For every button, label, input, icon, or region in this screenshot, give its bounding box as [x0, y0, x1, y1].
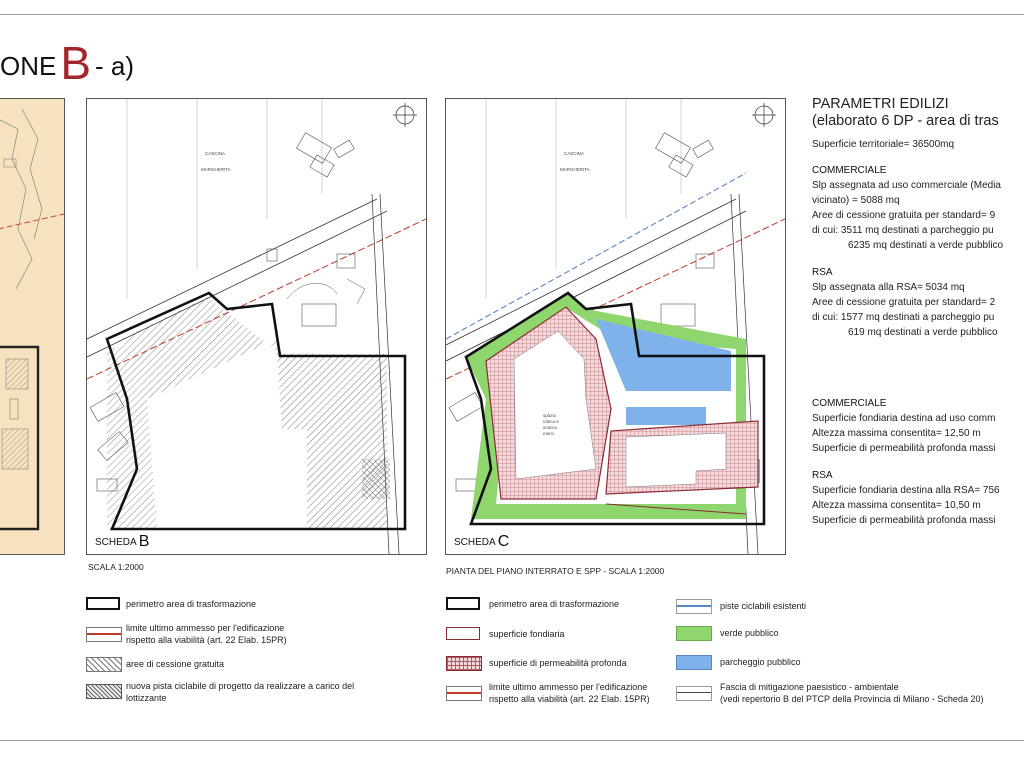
page-title	[0, 36, 134, 90]
params-rsa1-l1: Slp assegnata alla RSA= 5034 mq	[812, 282, 965, 293]
params-comm2-l2: Altezza massima consentita= 12,50 m	[812, 428, 981, 439]
scheda-c-text: SCHEDA	[454, 537, 496, 548]
legend-fondiaria-label: superficie fondiaria	[489, 629, 565, 639]
legend-limite-label-2: rispetto alla viabilità (art. 22 Elab. 15PR)	[126, 635, 287, 645]
map-b-margherita: MARGHERITA	[201, 167, 231, 172]
params-title-2: (elaborato 6 DP - area di tras	[812, 113, 999, 129]
scheda-b-text: SCHEDA	[95, 537, 137, 548]
map-c-spazio-1: spazio	[543, 413, 557, 418]
legend-limite-label-1: limite ultimo ammesso per l'edificazione	[126, 623, 285, 633]
legend-mid-perimeter-label: perimetro area di trasformazione	[489, 599, 620, 609]
legend-pista-label-1: nuova pista ciclabile di progetto da realizzare a carico del	[126, 681, 355, 691]
legend-perimeter-swatch	[86, 597, 120, 610]
params-rsa1-l3: di cui: 1577 mq destinati a parcheggio pu	[812, 312, 995, 323]
north-arrow-c-icon	[752, 103, 776, 127]
legend-mitigazione-label-2: (vedi repertorio B del PTCP della Provincia di Milano - Scheda 20)	[720, 694, 984, 704]
params-comm2-heading: COMMERCIALE	[812, 398, 887, 409]
legend-mid-perimeter-swatch	[446, 597, 480, 610]
scale-caption-c: PIANTA DEL PIANO INTERRATO E SPP - SCALA 1:2000	[446, 566, 665, 576]
legend-piste-label: piste ciclabili esistenti	[720, 601, 807, 611]
map-panel-b	[86, 98, 427, 555]
map-c-margherita: MARGHERITA	[560, 167, 590, 172]
params-comm1-l2: vicinato) = 5088 mq	[812, 195, 900, 206]
legend-piste-swatch	[676, 599, 712, 614]
map-panel-a	[0, 98, 65, 555]
params-comm1-l3: Aree di cessione gratuita per standard= 9	[812, 210, 996, 221]
title-prefix: ONE	[0, 51, 57, 81]
legend-parcheggio-label: parcheggio pubblico	[720, 657, 801, 667]
scale-caption-b: SCALA 1:2000	[88, 562, 144, 572]
params-sup-territoriale: Superficie territoriale= 36500mq	[812, 139, 955, 150]
map-a-drawing	[0, 99, 64, 554]
params-comm1-l5: 6235 mq destinati a verde pubblico	[848, 240, 1004, 251]
bottom-rule	[0, 740, 1024, 741]
legend-pista-label-2: lottizzante	[126, 693, 167, 703]
north-arrow-icon	[393, 103, 417, 127]
params-rsa2-heading: RSA	[812, 470, 833, 481]
title-letter: B	[60, 37, 92, 89]
legend-parcheggio-swatch	[676, 655, 712, 670]
map-panel-c	[445, 98, 786, 555]
scheda-b-label	[93, 533, 151, 551]
legend-limite-swatch	[86, 627, 122, 642]
params-rsa1-heading: RSA	[812, 267, 833, 278]
params-rsa2-l1: Superficie fondiaria destina alla RSA= 756	[812, 485, 1000, 496]
legend-pista-swatch	[86, 684, 122, 699]
legend-mitigazione-label-1: Fascia di mitigazione paesistico - ambientale	[720, 682, 899, 692]
legend-permeabilita-label: superficie di permeabilità profonda	[489, 658, 627, 668]
legend-verde-swatch	[676, 626, 712, 641]
map-b-cascina: CASCINA	[205, 151, 226, 156]
legend-cessione-label: aree di cessione gratuita	[126, 659, 225, 669]
params-comm2-l3: Superficie di permeabilità profonda massi	[812, 443, 996, 454]
legend-permeabilita-swatch	[446, 656, 482, 671]
params-rsa2-l2: Altezza massima consentita= 10,50 m	[812, 500, 981, 511]
legend-mid-limite-swatch	[446, 686, 482, 701]
params-rsa1-l2: Aree di cessione gratuita per standard= 2	[812, 297, 996, 308]
map-b-drawing	[87, 99, 426, 554]
scheda-c-letter: C	[497, 533, 510, 550]
legend-verde-label: verde pubblico	[720, 628, 779, 638]
scheda-b-letter: B	[138, 533, 150, 550]
legend-perimeter-label: perimetro area di trasformazione	[126, 599, 257, 609]
legend-mid-limite-label-1: limite ultimo ammesso per l'edificazione	[489, 682, 648, 692]
params-comm1-heading: COMMERCIALE	[812, 165, 887, 176]
params-comm1-l4: di cui: 3511 mq destinati a parcheggio pu	[812, 225, 994, 236]
map-c-drawing	[446, 99, 785, 554]
legend-cessione-swatch	[86, 657, 122, 672]
map-c-cascina: CASCINA	[564, 151, 585, 156]
top-rule	[0, 14, 1024, 15]
map-c-spazio-2: carico e	[543, 419, 559, 424]
map-c-spazio-4: merci	[543, 431, 554, 436]
title-suffix: - a)	[95, 51, 135, 81]
parametri-edilizi	[812, 96, 1024, 527]
params-rsa2-l3: Superficie di permeabilità profonda massi	[812, 515, 996, 526]
params-comm2-l1: Superficie fondiaria destina ad uso comm	[812, 413, 996, 424]
params-title-1: PARAMETRI EDILIZI	[812, 96, 949, 112]
legend-mid-limite-label-2: rispetto alla viabilità (art. 22 Elab. 15PR)	[489, 694, 650, 704]
legend-fondiaria-swatch	[446, 627, 480, 640]
scheda-c-label	[452, 533, 511, 551]
map-c-spazio-3: scarico	[543, 425, 558, 430]
params-comm1-l1: Slp assegnata ad uso commerciale (Media	[812, 180, 1001, 191]
params-rsa1-l4: 619 mq destinati a verde pubblico	[848, 327, 998, 338]
legend-mitigazione-swatch	[676, 686, 712, 701]
